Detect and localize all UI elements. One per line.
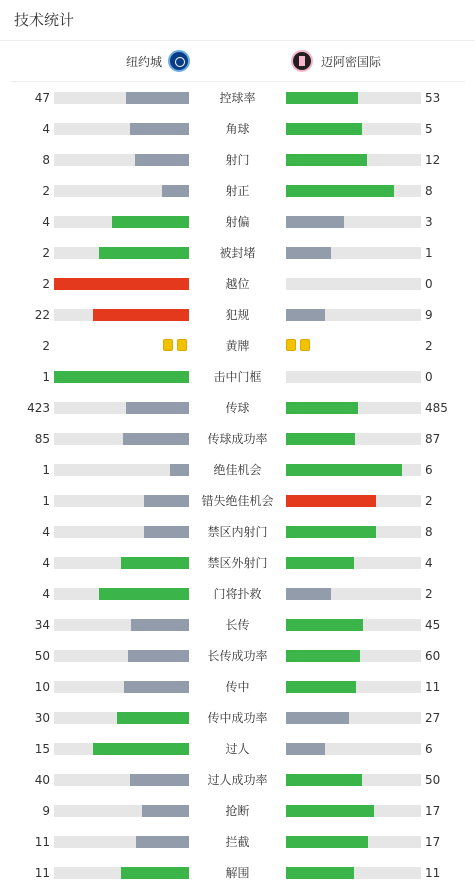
home-value: 50 xyxy=(34,649,50,663)
stat-row xyxy=(0,610,475,641)
yellow-card-icon xyxy=(300,339,310,351)
away-bar-fill xyxy=(286,588,331,600)
away-team-name: 迈阿密国际 xyxy=(321,54,382,69)
home-bar-track xyxy=(54,309,189,321)
stat-label: 传球成功率 xyxy=(207,432,268,446)
stat-row xyxy=(0,83,475,114)
home-value: 40 xyxy=(34,773,50,787)
home-value: 2 xyxy=(42,246,50,260)
home-bar-track xyxy=(54,836,189,848)
home-bar-fill xyxy=(130,774,189,786)
away-bar-track xyxy=(286,154,421,166)
away-bar-track xyxy=(286,619,421,631)
home-value: 15 xyxy=(34,742,50,756)
away-bar-track xyxy=(286,588,421,600)
away-value: 17 xyxy=(425,835,441,849)
stat-label: 解围 xyxy=(225,866,250,880)
away-bar-fill xyxy=(286,743,325,755)
home-bar-fill xyxy=(99,247,189,259)
away-bar-track xyxy=(286,774,421,786)
home-bar-fill xyxy=(123,433,189,445)
away-bar-track xyxy=(286,278,421,290)
away-bar-fill xyxy=(286,185,394,197)
away-team-logo-icon xyxy=(291,50,313,72)
home-value: 1 xyxy=(42,463,50,477)
home-bar-fill xyxy=(117,712,189,724)
home-bar-fill xyxy=(131,619,189,631)
stat-row xyxy=(0,331,475,362)
home-cards xyxy=(163,339,187,351)
home-value: 11 xyxy=(34,866,50,880)
home-bar-track xyxy=(54,123,189,135)
stat-row xyxy=(0,176,475,207)
home-bar-track xyxy=(54,154,189,166)
stat-row xyxy=(0,145,475,176)
away-bar-fill xyxy=(286,774,362,786)
away-value: 0 xyxy=(425,277,433,291)
away-value: 45 xyxy=(425,618,441,632)
away-bar-track xyxy=(286,371,421,383)
away-value: 485 xyxy=(425,401,448,415)
home-value: 4 xyxy=(42,587,50,601)
stat-label: 抢断 xyxy=(225,804,250,818)
away-value: 12 xyxy=(425,153,441,167)
home-bar-track xyxy=(54,588,189,600)
stat-label: 长传成功率 xyxy=(207,649,268,663)
stat-label: 黄牌 xyxy=(225,339,250,353)
home-value: 30 xyxy=(34,711,50,725)
stat-row xyxy=(0,114,475,145)
stat-row xyxy=(0,362,475,393)
home-value: 11 xyxy=(34,835,50,849)
stat-label: 绝佳机会 xyxy=(213,463,262,477)
home-bar-track xyxy=(54,681,189,693)
stat-label: 过人成功率 xyxy=(207,773,268,787)
away-cards xyxy=(286,339,310,351)
home-bar-track xyxy=(54,774,189,786)
stat-label: 错失绝佳机会 xyxy=(201,494,274,508)
home-value: 1 xyxy=(42,494,50,508)
home-bar-track xyxy=(54,495,189,507)
home-value: 4 xyxy=(42,556,50,570)
home-bar-track xyxy=(54,402,189,414)
away-value: 11 xyxy=(425,680,441,694)
stat-label: 门将扑救 xyxy=(213,587,262,601)
stat-row xyxy=(0,827,475,858)
home-value: 2 xyxy=(42,184,50,198)
home-bar-fill xyxy=(130,123,189,135)
stat-row xyxy=(0,393,475,424)
home-bar-track xyxy=(54,867,189,879)
away-bar-track xyxy=(286,247,421,259)
stat-row xyxy=(0,207,475,238)
away-value: 8 xyxy=(425,184,433,198)
yellow-card-icon xyxy=(286,339,296,351)
away-bar-track xyxy=(286,743,421,755)
away-bar-track xyxy=(286,650,421,662)
home-bar-track xyxy=(54,650,189,662)
home-bar-fill xyxy=(135,154,189,166)
away-bar-track xyxy=(286,681,421,693)
home-value: 2 xyxy=(42,339,50,353)
away-value: 6 xyxy=(425,742,433,756)
stat-row xyxy=(0,858,475,889)
page-title: 技术统计 xyxy=(0,0,475,41)
home-team-logo-icon xyxy=(168,50,190,72)
home-bar-track xyxy=(54,464,189,476)
away-value: 9 xyxy=(425,308,433,322)
away-value: 3 xyxy=(425,215,433,229)
away-value: 2 xyxy=(425,587,433,601)
away-bar-fill xyxy=(286,836,368,848)
away-bar-fill xyxy=(286,526,376,538)
home-bar-fill xyxy=(144,526,189,538)
home-bar-track xyxy=(54,216,189,228)
stat-label: 传中 xyxy=(225,680,250,694)
home-value: 9 xyxy=(42,804,50,818)
stat-row xyxy=(0,517,475,548)
home-bar-fill xyxy=(121,557,189,569)
stat-row xyxy=(0,765,475,796)
yellow-card-icon xyxy=(177,339,187,351)
away-bar-fill xyxy=(286,557,354,569)
home-bar-track xyxy=(54,278,189,290)
away-bar-fill xyxy=(286,433,355,445)
stat-row xyxy=(0,300,475,331)
stat-row xyxy=(0,734,475,765)
away-bar-fill xyxy=(286,402,358,414)
home-bar-track xyxy=(54,433,189,445)
away-value: 53 xyxy=(425,91,441,105)
home-bar-fill xyxy=(162,185,189,197)
away-value: 6 xyxy=(425,463,433,477)
away-value: 1 xyxy=(425,246,433,260)
home-value: 4 xyxy=(42,215,50,229)
stat-label: 控球率 xyxy=(219,91,256,105)
stat-row xyxy=(0,703,475,734)
away-bar-fill xyxy=(286,123,362,135)
away-value: 8 xyxy=(425,525,433,539)
home-bar-fill xyxy=(128,650,189,662)
stat-label: 拦截 xyxy=(225,835,250,849)
stat-row xyxy=(0,424,475,455)
stat-row xyxy=(0,269,475,300)
away-bar-track xyxy=(286,309,421,321)
away-bar-track xyxy=(286,557,421,569)
stat-label: 犯规 xyxy=(225,308,250,322)
away-value: 87 xyxy=(425,432,441,446)
away-bar-fill xyxy=(286,309,325,321)
away-bar-track xyxy=(286,185,421,197)
stats-list xyxy=(0,83,475,889)
away-bar-track xyxy=(286,526,421,538)
away-value: 0 xyxy=(425,370,433,384)
stat-label: 角球 xyxy=(225,122,250,136)
away-bar-track xyxy=(286,867,421,879)
stat-row xyxy=(0,455,475,486)
away-value: 5 xyxy=(425,122,433,136)
home-bar-fill xyxy=(126,92,189,104)
stat-label: 射正 xyxy=(225,184,250,198)
away-value: 27 xyxy=(425,711,441,725)
stat-row xyxy=(0,548,475,579)
away-bar-track xyxy=(286,836,421,848)
home-bar-fill xyxy=(93,309,189,321)
home-bar-track xyxy=(54,743,189,755)
stat-label: 长传 xyxy=(225,618,250,632)
home-value: 8 xyxy=(42,153,50,167)
stat-row xyxy=(0,641,475,672)
away-bar-fill xyxy=(286,712,349,724)
home-bar-track xyxy=(54,619,189,631)
away-bar-track xyxy=(286,433,421,445)
home-bar-track xyxy=(54,526,189,538)
stat-label: 传中成功率 xyxy=(207,711,268,725)
yellow-card-icon xyxy=(163,339,173,351)
away-value: 11 xyxy=(425,866,441,880)
home-team-name: 纽约城 xyxy=(125,54,162,69)
away-bar-track xyxy=(286,712,421,724)
stat-label: 射偏 xyxy=(225,215,250,229)
stat-row xyxy=(0,796,475,827)
home-bar-track xyxy=(54,805,189,817)
away-value: 2 xyxy=(425,339,433,353)
home-bar-fill xyxy=(121,867,189,879)
away-bar-track xyxy=(286,216,421,228)
home-value: 1 xyxy=(42,370,50,384)
away-bar-fill xyxy=(286,867,354,879)
stat-row xyxy=(0,672,475,703)
home-value: 22 xyxy=(34,308,50,322)
teams-header xyxy=(10,41,465,82)
stat-label: 禁区外射门 xyxy=(207,556,268,570)
away-bar-fill xyxy=(286,464,402,476)
away-value: 50 xyxy=(425,773,441,787)
home-bar-track xyxy=(54,371,189,383)
stat-label: 过人 xyxy=(225,742,250,756)
away-bar-fill xyxy=(286,805,374,817)
away-bar-track xyxy=(286,495,421,507)
stat-row xyxy=(0,238,475,269)
away-bar-fill xyxy=(286,650,360,662)
home-bar-track xyxy=(54,712,189,724)
away-bar-fill xyxy=(286,92,358,104)
stat-label: 射门 xyxy=(225,153,250,167)
home-bar-track xyxy=(54,557,189,569)
away-team[interactable] xyxy=(291,50,381,72)
home-value: 2 xyxy=(42,277,50,291)
stat-row xyxy=(0,486,475,517)
home-team[interactable] xyxy=(10,50,190,72)
away-bar-fill xyxy=(286,216,344,228)
away-bar-track xyxy=(286,805,421,817)
away-bar-fill xyxy=(286,154,367,166)
home-bar-fill xyxy=(142,805,189,817)
away-value: 17 xyxy=(425,804,441,818)
home-value: 423 xyxy=(27,401,50,415)
away-bar-fill xyxy=(286,495,376,507)
home-value: 85 xyxy=(34,432,50,446)
away-bar-track xyxy=(286,92,421,104)
stat-label: 禁区内射门 xyxy=(207,525,268,539)
away-value: 60 xyxy=(425,649,441,663)
home-value: 10 xyxy=(34,680,50,694)
home-bar-track xyxy=(54,247,189,259)
home-bar-fill xyxy=(126,402,189,414)
home-value: 4 xyxy=(42,525,50,539)
away-bar-track xyxy=(286,402,421,414)
home-bar-fill xyxy=(54,371,189,383)
away-value: 4 xyxy=(425,556,433,570)
home-bar-fill xyxy=(99,588,189,600)
home-bar-fill xyxy=(54,278,189,290)
home-bar-fill xyxy=(170,464,189,476)
away-bar-fill xyxy=(286,247,331,259)
home-bar-fill xyxy=(144,495,189,507)
away-bar-track xyxy=(286,464,421,476)
away-value: 2 xyxy=(425,494,433,508)
home-bar-fill xyxy=(124,681,189,693)
home-bar-track xyxy=(54,185,189,197)
stat-row xyxy=(0,579,475,610)
home-bar-track xyxy=(54,92,189,104)
away-bar-fill xyxy=(286,619,363,631)
home-value: 4 xyxy=(42,122,50,136)
home-value: 34 xyxy=(34,618,50,632)
stat-label: 被封堵 xyxy=(219,246,256,260)
stat-label: 越位 xyxy=(225,277,250,291)
away-bar-track xyxy=(286,123,421,135)
home-bar-fill xyxy=(93,743,189,755)
stat-label: 传球 xyxy=(225,401,250,415)
home-bar-fill xyxy=(136,836,189,848)
home-value: 47 xyxy=(34,91,50,105)
away-bar-fill xyxy=(286,681,356,693)
stat-label: 击中门框 xyxy=(213,370,262,384)
home-bar-fill xyxy=(112,216,189,228)
